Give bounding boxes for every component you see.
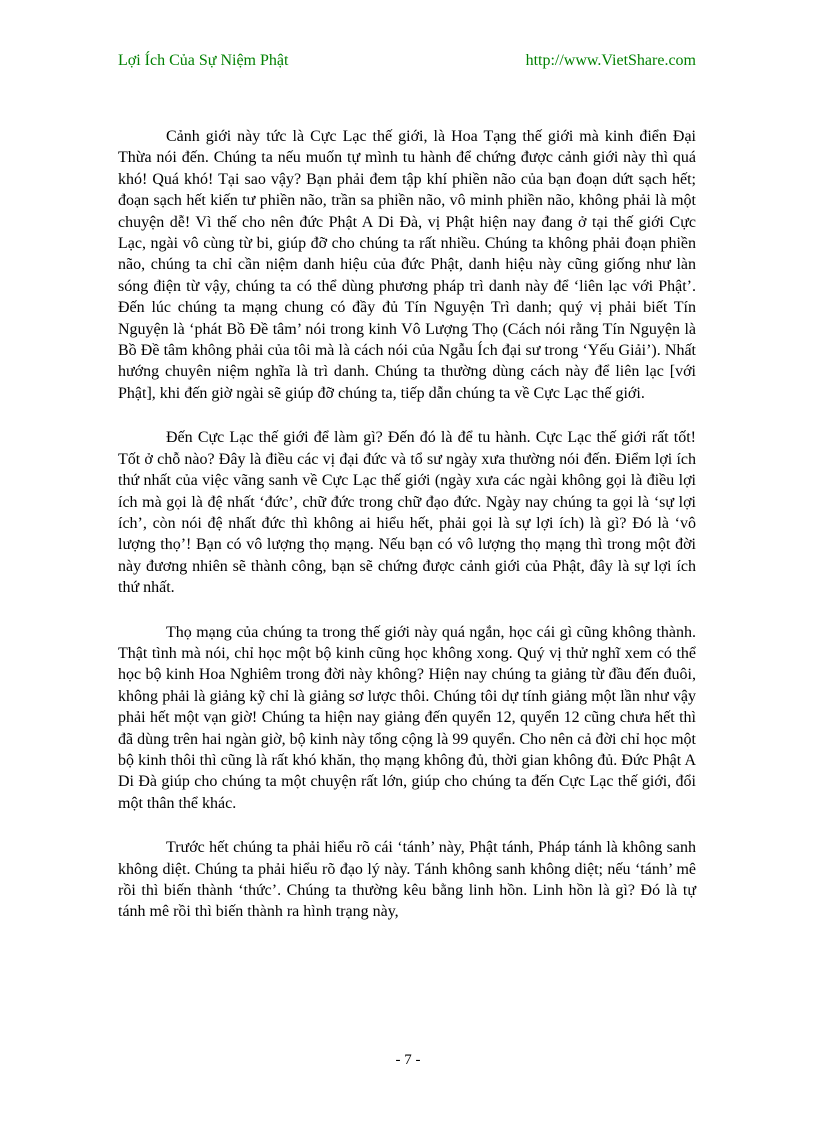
header-title: Lợi Ích Của Sự Niệm Phật — [118, 52, 289, 69]
paragraph-1: Cảnh giới này tức là Cực Lạc thế giới, là Hoa Tạng thế giới mà kinh điển Đại Thừa nói đến. Chúng ta nếu muốn tự mình tu hành để chứng được cảnh giới này thì quá khó! Quá khó! Tại sao vậy? Bạn phải đem tập khí phiền não của bạn đoạn dứt sạch hết; đoạn sạch hết kiến tư phiền não, trần sa phiền não, vô minh phiền não, không phải là một chuyện dễ! Vì thế cho nên đức Phật A Di Đà, vị Phật hiện nay đang ở tại thế giới Cực Lạc, ngài vô cùng từ bi, giúp đỡ cho chúng ta rất nhiều. Chúng ta không phải đoạn phiền não, chúng ta chỉ cần niệm danh hiệu của đức Phật, danh hiệu này cũng giống như làn sóng điện từ vậy, chúng ta có thể dùng phương pháp trì danh này để ‘liên lạc với Phật’. Đến lúc chúng ta mạng chung có đầy đủ Tín Nguyện Trì danh; quý vị phải biết Tín Nguyện là ‘phát Bồ Đề tâm’ nói trong kinh Vô Lượng Thọ (Cách nói rằng Tín Nguyện là Bồ Đề tâm không phải của tôi mà là cách nói của Ngẫu Ích đại sư trong ‘Yếu Giải’). Nhất hướng chuyên niệm nghĩa là trì danh. Chúng ta thường dùng cách này để liên lạc [với Phật], khi đến giờ ngài sẽ giúp đỡ chúng ta, tiếp dẫn chúng ta về Cực Lạc thế giới. — [118, 128, 696, 402]
paragraph-2: Đến Cực Lạc thế giới để làm gì? Đến đó là để tu hành. Cực Lạc thế giới rất tốt! Tốt ở chỗ nào? Đây là điều các vị đại đức và tổ sư ngày xưa thường nói đến. Điểm lợi ích thứ nhất của việc vãng sanh về Cực Lạc thế giới (ngày xưa các ngài không gọi là điều lợi ích mà gọi là đệ nhất ‘đức’, chữ đức trong chữ đạo đức. Ngày nay chúng ta gọi là ‘sự lợi ích’, còn nói đệ nhất đức thì không ai hiểu hết, phải gọi là sự lợi ích) là gì? Đó là ‘vô lượng thọ’! Bạn có vô lượng thọ mạng. Nếu bạn có vô lượng thọ mạng thì trong một đời này đương nhiên sẽ thành công, bạn sẽ chứng được cảnh giới của Phật, đây là sự lợi ích thứ nhất. — [118, 429, 696, 597]
page-header — [118, 52, 696, 74]
paragraph-4: Trước hết chúng ta phải hiểu rõ cái ‘tánh’ này, Phật tánh, Pháp tánh là không sanh không diệt. Chúng ta phải hiểu rõ đạo lý này. Tánh không sanh không diệt; nếu ‘tánh’ mê rồi thì biến thành ‘thức’. Chúng ta thường kêu bằng linh hồn. Linh hồn là gì? Đó là tự tánh mê rồi thì biến thành ra hình trạng này, — [118, 839, 696, 921]
page-number: - 7 - — [395, 1052, 421, 1068]
document-body — [118, 126, 696, 946]
header-url[interactable]: http://www.VietShare.com — [525, 52, 696, 69]
paragraph-3: Thọ mạng của chúng ta trong thế giới này quá ngắn, học cái gì cũng không thành. Thật tình mà nói, chỉ học một bộ kinh cũng học không xong. Quý vị thử nghĩ xem có thể học bộ kinh Hoa Nghiêm trong đời này không? Hiện nay chúng ta giảng từ đầu đến đuôi, không phải là giảng kỹ chỉ là giảng sơ lược thôi. Chúng tôi dự tính giảng một lần như vậy phải hết một vạn giờ! Chúng ta hiện nay giảng đến quyển 12, quyển 12 cũng chưa hết thì đã dùng trên hai ngàn giờ, bộ kinh này tổng cộng là 99 quyển. Cho nên cả đời chỉ học một bộ kinh thôi thì cũng là rất khó khăn, thọ mạng không đủ, thời gian không đủ. Đức Phật A Di Đà giúp cho chúng ta một chuyện rất lớn, giúp cho chúng ta đến Cực Lạc thế giới, đổi một thân thể khác. — [118, 623, 696, 812]
